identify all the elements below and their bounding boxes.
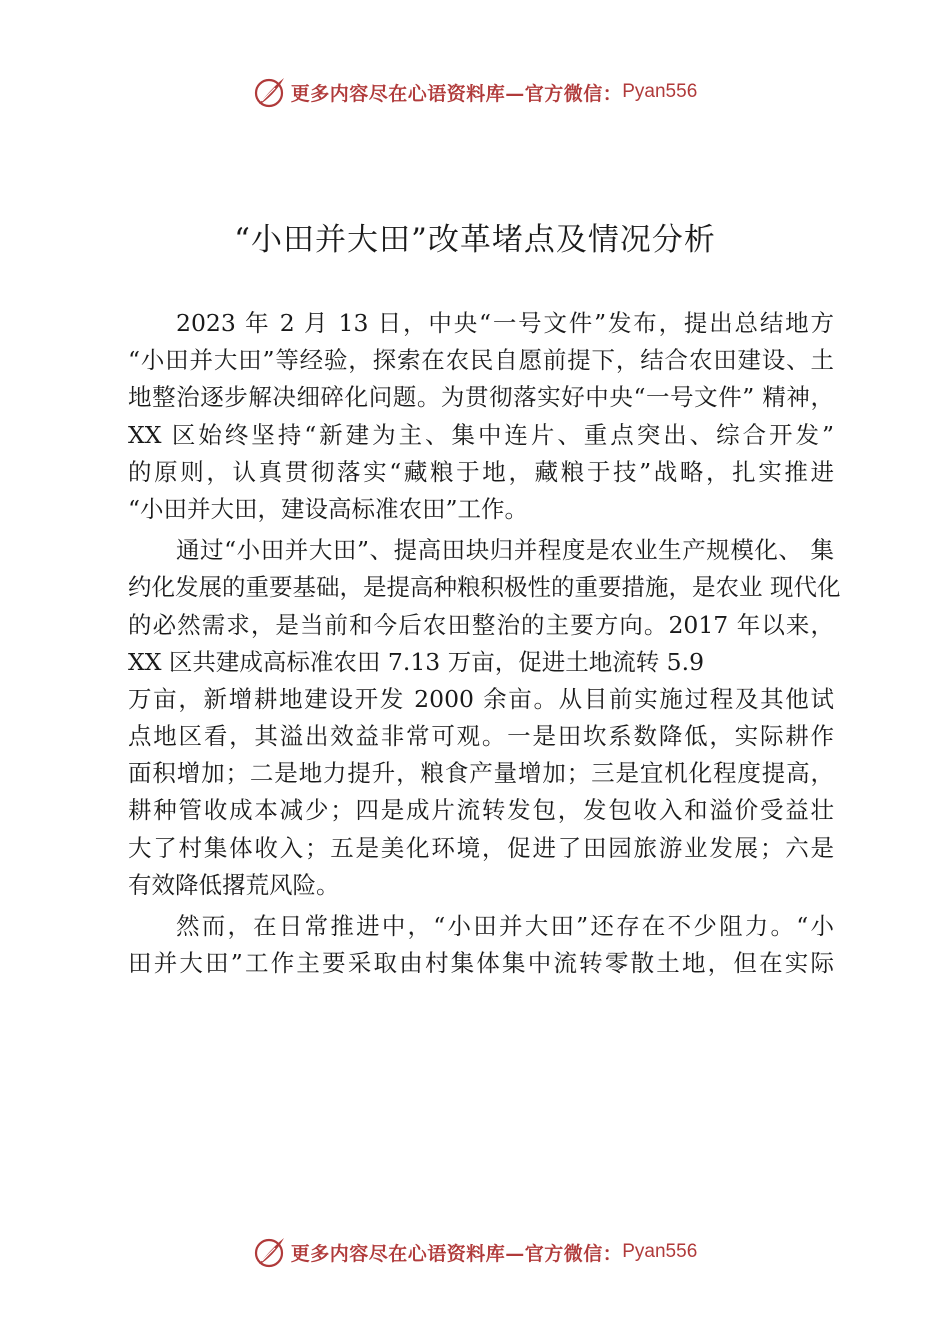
watermark-text: 更多内容尽在心语资料库—官方微信： (290, 82, 623, 105)
text-line: 点地区看，其溢出效益非常可观。一是田坎系数降低，实际耕作 (128, 722, 834, 751)
text-line: 田并大田”工作主要采取由村集体集中流转零散土地，但在实际 (128, 949, 834, 978)
text-line: “小田并大田，建设高标准农田”工作。 (128, 494, 529, 523)
header-watermark (0, 72, 950, 112)
text-line: 有效降低撂荒风险。 (128, 870, 340, 899)
paragraph-1 (128, 305, 834, 528)
text-line: XX 区始终坚持“新建为主、集中连片、重点突出、综合开发” (128, 420, 834, 449)
watermark-wechat-id: Pyan556 (622, 1241, 698, 1262)
document-body (128, 305, 841, 982)
paragraph-2 (128, 532, 841, 904)
watermark-wechat-id: Pyan556 (622, 81, 698, 102)
text-line: 通过“小田并大田”、提高田块归并程度是农业生产规模化、 集 (176, 536, 834, 565)
text-line: 2023 年 2 月 13 日，中央“一号文件”发布，提出总结地方 (176, 309, 834, 337)
text-line: XX 区共建成高标准农田 7.13 万亩，促进土地流转 5.9 (128, 647, 705, 676)
feather-pen-logo-icon (253, 1235, 287, 1269)
text-line: 地整治逐步解决细碎化问题。为贯彻落实好中央“一号文件” 精神， (128, 383, 834, 412)
text-line: 然而，在日常推进中，“小田并大田”还存在不少阻力。“小 (176, 912, 834, 940)
text-line: 面积增加；二是地力提升，粮食产量增加；三是宜机化程度提高， (128, 759, 834, 788)
text-line: 万亩，新增耕地建设开发 2000 余亩。从目前实施过程及其他试 (128, 684, 834, 713)
watermark-text: 更多内容尽在心语资料库—官方微信： (290, 1242, 623, 1265)
text-line: 的必然需求，是当前和今后农田整治的主要方向。2017 年以来， (128, 610, 834, 639)
footer-watermark (0, 1232, 950, 1272)
text-line: 耕种管收成本减少；四是成片流转发包，发包收入和溢价受益壮 (128, 796, 834, 825)
text-line: 的原则，认真贯彻落实“藏粮于地，藏粮于技”战略，扎实推进 (128, 457, 834, 486)
text-line: “小田并大田”等经验，探索在农民自愿前提下，结合农田建设、土 (128, 346, 834, 375)
feather-pen-logo-icon (253, 75, 287, 109)
text-line: 大了村集体收入；五是美化环境，促进了田园旅游业发展；六是 (128, 833, 834, 862)
paragraph-3 (128, 908, 834, 982)
document-title: “小田并大田”改革堵点及情况分析 (234, 222, 716, 258)
text-line: 约化发展的重要基础，是提高种粮积极性的重要措施，是农业 现代化 (128, 573, 841, 602)
